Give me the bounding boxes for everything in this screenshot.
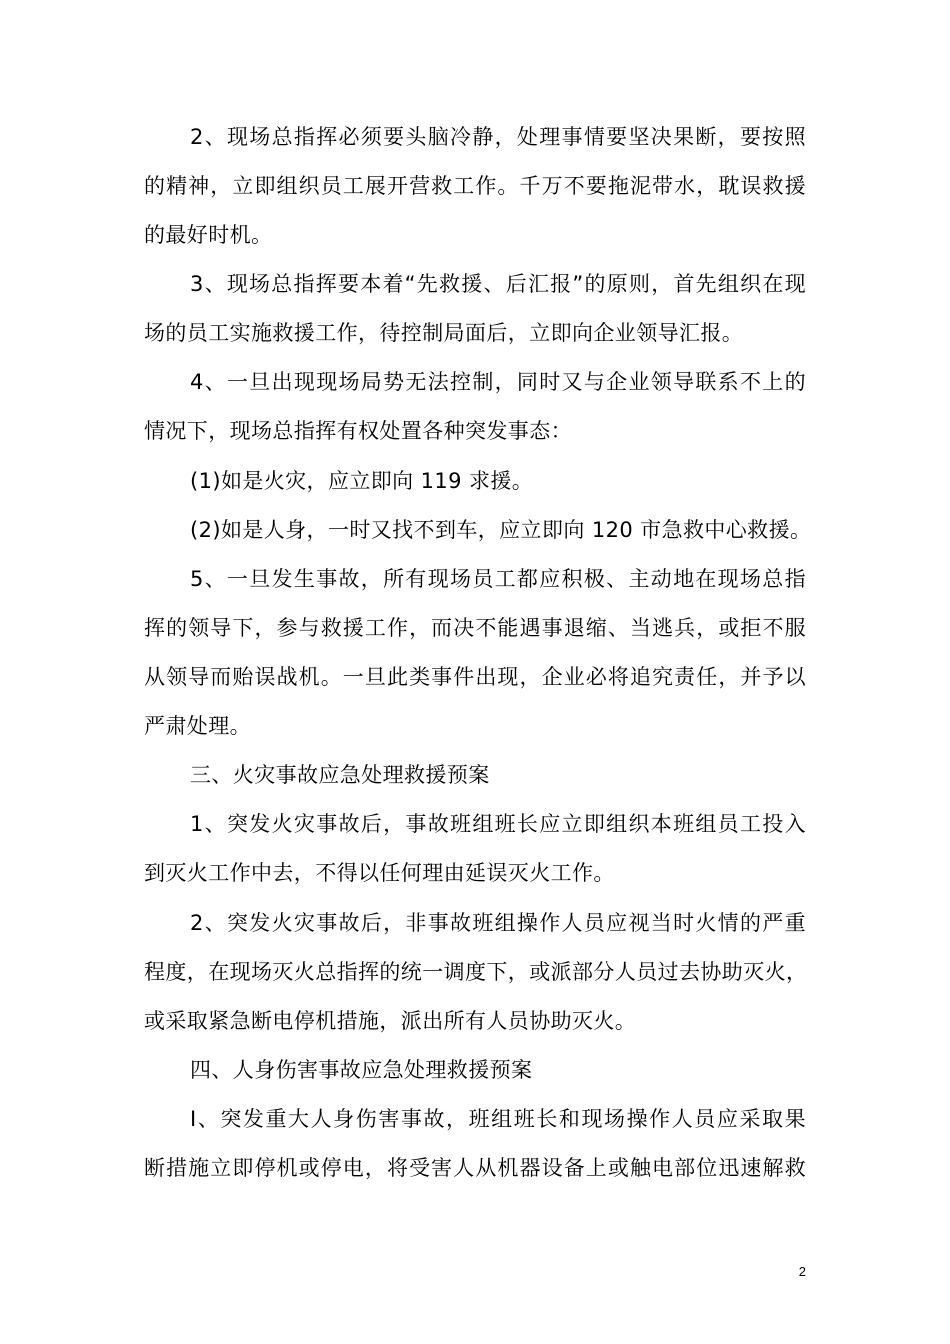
- page-number: 2: [798, 1264, 806, 1279]
- paragraph-line: 情况下，现场总指挥有权处置各种突发事态：: [144, 419, 572, 443]
- paragraph-line: 1、突发火灾事故后，事故班组班长应立即组织本班组员工投入: [190, 812, 806, 836]
- paragraph-line: 断措施立即停机或停电，将受害人从机器设备上或触电部位迅速解救: [144, 1156, 806, 1180]
- paragraph-line: 到灭火工作中去，不得以任何理由延误灭火工作。: [144, 861, 615, 885]
- paragraph-line: 程度，在现场灭火总指挥的统一调度下，或派部分人员过去协助灭火，: [144, 960, 808, 984]
- section-heading: 四、人身伤害事故应急处理救援预案: [190, 1058, 533, 1082]
- paragraph-line: 或采取紧急断电停机措施，派出所有人员协助灭火。: [144, 1009, 637, 1033]
- section-heading: 三、火灾事故应急处理救援预案: [190, 763, 490, 787]
- paragraph-line: 挥的领导下，参与救援工作，而决不能遇事退缩、当逃兵，或拒不服: [144, 616, 806, 640]
- paragraph-line: 场的员工实施救援工作，待控制局面后，立即向企业领导汇报。: [144, 321, 744, 345]
- paragraph-line: 2、现场总指挥必须要头脑冷静，处理事情要坚决果断，要按照: [190, 125, 806, 149]
- paragraph-line: 2、突发火灾事故后，非事故班组操作人员应视当时火情的严重: [190, 911, 806, 935]
- paragraph-line: 从领导而贻误战机。一旦此类事件出现，企业必将追究责任，并予以: [144, 665, 806, 689]
- paragraph-line: 严肃处理。: [144, 714, 251, 738]
- paragraph-line: 3、现场总指挥要本着“先救援、后汇报”的原则，首先组织在现: [190, 272, 806, 296]
- list-item: (1)如是火灾，应立即向 119 求援。: [190, 469, 534, 493]
- paragraph-line: 的最好时机。: [144, 223, 273, 247]
- paragraph-line: 4、一旦出现现场局势无法控制，同时又与企业领导联系不上的: [190, 370, 806, 394]
- list-item: (2)如是人身，一时又找不到车，应立即向 120 市急救中心救援。: [190, 518, 812, 542]
- paragraph-line: 的精神，立即组织员工展开营救工作。千万不要拖泥带水，耽误救援: [144, 174, 806, 198]
- paragraph-line: 5、一旦发生事故，所有现场员工都应积极、主动地在现场总指: [190, 567, 806, 591]
- paragraph-line: I、突发重大人身伤害事故，班组班长和现场操作人员应采取果: [190, 1107, 806, 1131]
